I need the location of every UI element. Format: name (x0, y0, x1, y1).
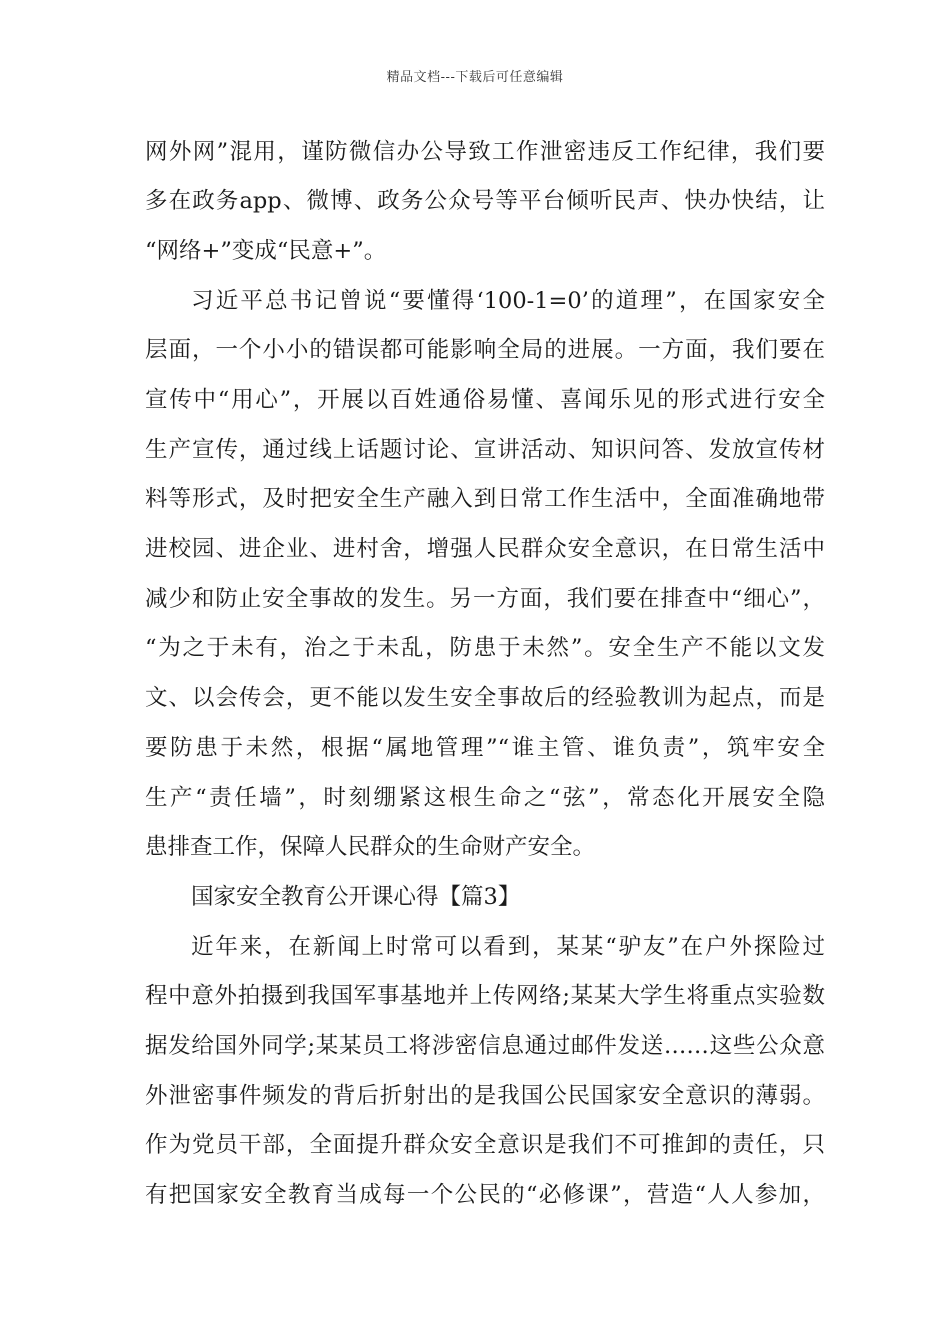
text-line: 外泄密事件频发的背后折射出的是我国公民国家安全意识的薄弱。 (145, 1083, 825, 1109)
text-line: 宣传中“用心”，开展以百姓通俗易懂、喜闻乐见的形式进行安全 (145, 387, 825, 413)
text-line: 有把国家安全教育当成每一个公民的“必修课”，营造“人人参加， (145, 1182, 825, 1208)
text-line: 程中意外拍摄到我国军事基地并上传网络;某某大学生将重点实验数 (145, 983, 825, 1009)
text-line: 料等形式，及时把安全生产融入到日常工作生活中，全面准确地带 (145, 486, 825, 512)
text-line: 网外网”混用，谨防微信办公导致工作泄密违反工作纪律，我们要 (145, 139, 825, 165)
section-heading: 国家安全教育公开课心得【篇3】 (191, 884, 521, 910)
text-line: 多在政务app、微博、政务公众号等平台倾听民声、快办快结，让 (145, 188, 825, 214)
text-line: 生产宣传，通过线上话题讨论、宣讲活动、知识问答、发放宣传材 (145, 437, 825, 463)
text-line: 作为党员干部，全面提升群众安全意识是我们不可推卸的责任，只 (145, 1132, 825, 1158)
text-line: 生产“责任墙”，时刻绷紧这根生命之“弦”，常态化开展安全隐 (145, 785, 825, 811)
text-line: 习近平总书记曾说“要懂得‘100-1=0’的道理”，在国家安全 (191, 288, 825, 314)
text-line: 要防患于未然，根据“属地管理”“谁主管、谁负责”，筑牢安全 (145, 735, 825, 761)
text-line: 据发给国外同学;某某员工将涉密信息通过邮件发送……这些公众意 (145, 1033, 825, 1059)
text-line: “为之于未有，治之于未乱，防患于未然”。安全生产不能以文发 (145, 635, 825, 661)
text-line: 患排查工作，保障人民群众的生命财产安全。 (145, 834, 596, 860)
text-line: 层面，一个小小的错误都可能影响全局的进展。一方面，我们要在 (145, 337, 825, 363)
text-line: 进校园、进企业、进村舍，增强人民群众安全意识，在日常生活中 (145, 536, 825, 562)
text-line: 文、以会传会，更不能以发生安全事故后的经验教训为起点，而是 (145, 685, 825, 711)
page-header: 精品文档---下载后可任意编辑 (386, 70, 564, 85)
text-line: 近年来，在新闻上时常可以看到，某某“驴友”在户外探险过 (191, 934, 825, 960)
text-line: 减少和防止安全事故的发生。另一方面，我们要在排查中“细心”， (145, 586, 825, 612)
text-line: “网络+”变成“民意+”。 (145, 238, 387, 264)
